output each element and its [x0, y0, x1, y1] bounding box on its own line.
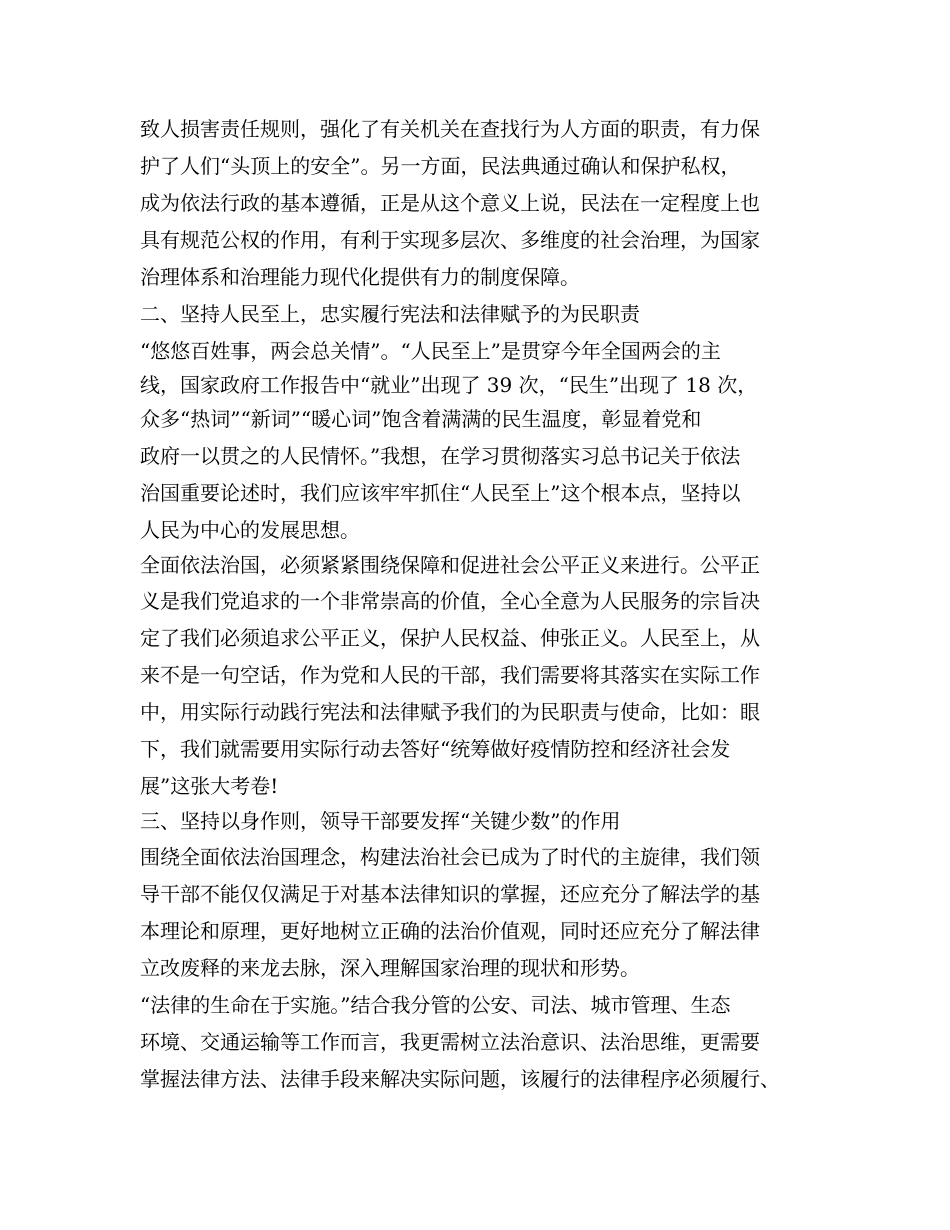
text-line: 本理论和原理，更好地树立正确的法治价值观，同时还应充分了解法律	[140, 919, 760, 943]
text-line: 致人损害责任规则，强化了有关机关在查找行为人方面的职责，有力保	[140, 117, 760, 141]
text-line: 掌握法律方法、法律手段来解决实际问题，该履行的法律程序必须履行、	[140, 1067, 780, 1091]
text-line: 中，用实际行动践行宪法和法律赋予我们的为民职责与使命，比如：眼	[140, 700, 760, 724]
text-line: 立改废释的来龙去脉，深入理解国家治理的现状和形势。	[140, 956, 640, 980]
text-line: 众多“热词”“新词”“暖心词”饱含着满满的民生温度，彰显着党和	[140, 407, 702, 431]
text-line: 全面依法治国，必须紧紧围绕保障和促进社会公平正义来进行。公平正	[140, 553, 760, 577]
text-line: 具有规范公权的作用，有利于实现多层次、多维度的社会治理，为国家	[140, 228, 760, 252]
text-line: 环境、交通运输等工作而言，我更需树立法治意识、法治思维，更需要	[140, 1030, 760, 1054]
text-line: 展”这张大考卷!	[140, 774, 279, 798]
text-line: 政府一以贯之的人民情怀。”我想，在学习贯彻落实习总书记关于依法	[140, 444, 741, 468]
text-line: 下，我们就需要用实际行动去答好“统筹做好疫情防控和经济社会发	[140, 737, 731, 761]
text-line: 护了人们“头顶上的安全”。另一方面，民法典通过确认和保护私权，	[140, 154, 741, 178]
text-line: 人民为中心的发展思想。	[140, 518, 360, 542]
section-heading: 二、坚持人民至上，忠实履行宪法和法律赋予的为民职责	[140, 302, 640, 326]
text-line: 围绕全面依法治国理念，构建法治社会已成为了时代的主旋律，我们领	[140, 845, 760, 869]
text-line: 治国重要论述时，我们应该牢牢抓住“人民至上”这个根本点，坚持以	[140, 481, 741, 505]
text-line: “法律的生命在于实施。”结合我分管的公安、司法、城市管理、生态	[140, 993, 731, 1017]
text-line: 定了我们必须追求公平正义，保护人民权益、伸张正义。人民至上，从	[140, 626, 760, 650]
text-line: 治理体系和治理能力现代化提供有力的制度保障。	[140, 265, 580, 289]
section-heading: 三、坚持以身作则，领导干部要发挥“关键少数”的作用	[140, 809, 621, 833]
text-line: 来不是一句空话，作为党和人民的干部，我们需要将其落实在实际工作	[140, 663, 760, 687]
text-line: “悠悠百姓事，两会总关情”。“人民至上”是贯穿今年全国两会的主	[140, 339, 721, 363]
text-line: 导干部不能仅仅满足于对基本法律知识的掌握，还应充分了解法学的基	[140, 882, 760, 906]
text-line: 成为依法行政的基本遵循，正是从这个意义上说，民法在一定程度上也	[140, 191, 760, 215]
text-line: 线，国家政府工作报告中“就业”出现了 39 次，“民生”出现了 18 次，	[140, 373, 758, 397]
text-line: 义是我们党追求的一个非常崇高的价值，全心全意为人民服务的宗旨决	[140, 589, 760, 613]
